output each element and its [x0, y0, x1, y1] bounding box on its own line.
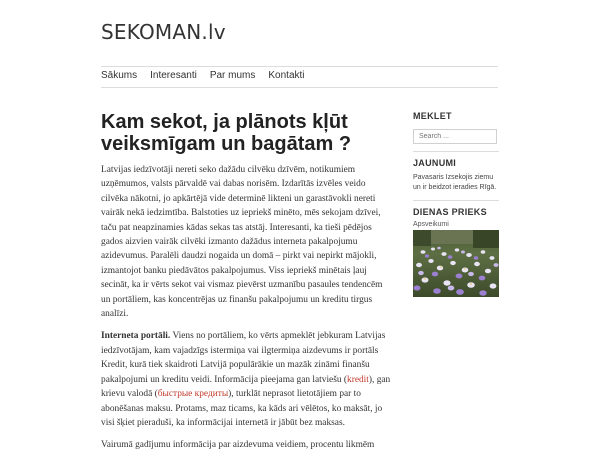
crocus-field-photo[interactable]: [413, 230, 499, 297]
portals-text-c: ), turklāt neprasot lietotājiem par to abonēšanas maksu. Protams, maz ticams, ka kāds ari vēlētos, ko maksāt, jo visi šķiet pieraduši, ka informācijai internetā ir jābūt bez maksas.: [101, 389, 383, 428]
paragraph-portals: [101, 329, 391, 430]
nav-divider: [101, 87, 498, 88]
paragraph-intro: Latvijas iedzīvotāji nereti seko dažādu cilvēku dzīvēm, notikumiem uzņēmumos, valsts pārvaldē vai dabas norisēm. Izdarītās izvēles veido cilvēka nākotni, jo apkārtējā vide determinē likteni un garastāvokli nereti vairāk nekā iedzimtība. Balstoties uz iepriekš minēto, mēs sekojam dzīvei, taču pat neapzinamies kādas sekas tas atstāj. Interesanti, ka tieši pēdējos gados aizvien vairāk cilvēki izmanto dažādus interneta pakalpojumu azidevumus. Paralēli daudzi nogaida un domā – pirkt vai nepirkt mājokli, izmantojot banku piedāvātos pakalpojumus. Viss iepriekš minētais ļauj secināt, ka ir vērts sekot vai vismaz pievērst uzmanību pasaules tendencēm un portāliem, kas koncentrējas uz finanšu pakalpojumu un kreditu tirgus analīzi.: [101, 165, 383, 320]
nav-item-interesanti[interactable]: Interesanti: [150, 70, 197, 81]
main-nav: [101, 70, 318, 81]
portals-text-a: Viens no portāliem, ko vērts apmeklēt jebkuram Latvijas iedzīvotājam, kam vajadzīgs istermiņa vai ilgtermiņa aizdevums ir portāls Kredit, kurā tiek skaidroti Latvijā populārākie un mazāk zināmi finanšu pakalpojumi un kreditu veidi. Informācija pieejama gan latviešu (: [101, 331, 386, 385]
bystrye-krediti-link[interactable]: быстрые кредиты: [157, 389, 229, 400]
nav-item-kontakti[interactable]: Kontakti: [268, 70, 305, 81]
photo-caption[interactable]: Apsveikumi: [413, 221, 449, 228]
site-title[interactable]: SEKOMAN.lv: [101, 20, 226, 44]
nav-item-par-mums[interactable]: Par mums: [209, 70, 256, 81]
news-item[interactable]: Pavasaris Izsekojis ziemu un ir beidzot ieradies Rīgā.: [413, 174, 497, 191]
paragraph-continued: Vairumā gadījumu informācija par aizdevuma veidiem, procentu likmēm: [101, 440, 375, 451]
widget-divider: [413, 200, 499, 201]
portals-lead: Interneta portāli.: [101, 331, 171, 342]
post-title[interactable]: Kam sekot, ja plānots kļūt veiksmīgam un bagātam ?: [101, 111, 352, 155]
photo-widget-title: DIENAS PRIEKS: [413, 207, 487, 217]
kredit-link[interactable]: kredit: [347, 374, 369, 385]
post-body: [101, 163, 391, 453]
search-input[interactable]: [413, 129, 497, 144]
header-divider: [101, 66, 498, 67]
search-widget-title: MEKLET: [413, 111, 452, 121]
main-content: [101, 111, 391, 461]
portals-text-b: ), gan krievu valodā (: [101, 374, 391, 400]
sidebar: [413, 111, 499, 297]
nav-item-sakums[interactable]: Sākums: [101, 70, 138, 81]
widget-divider: [413, 151, 499, 152]
news-widget-title: JAUNUMI: [413, 158, 457, 168]
